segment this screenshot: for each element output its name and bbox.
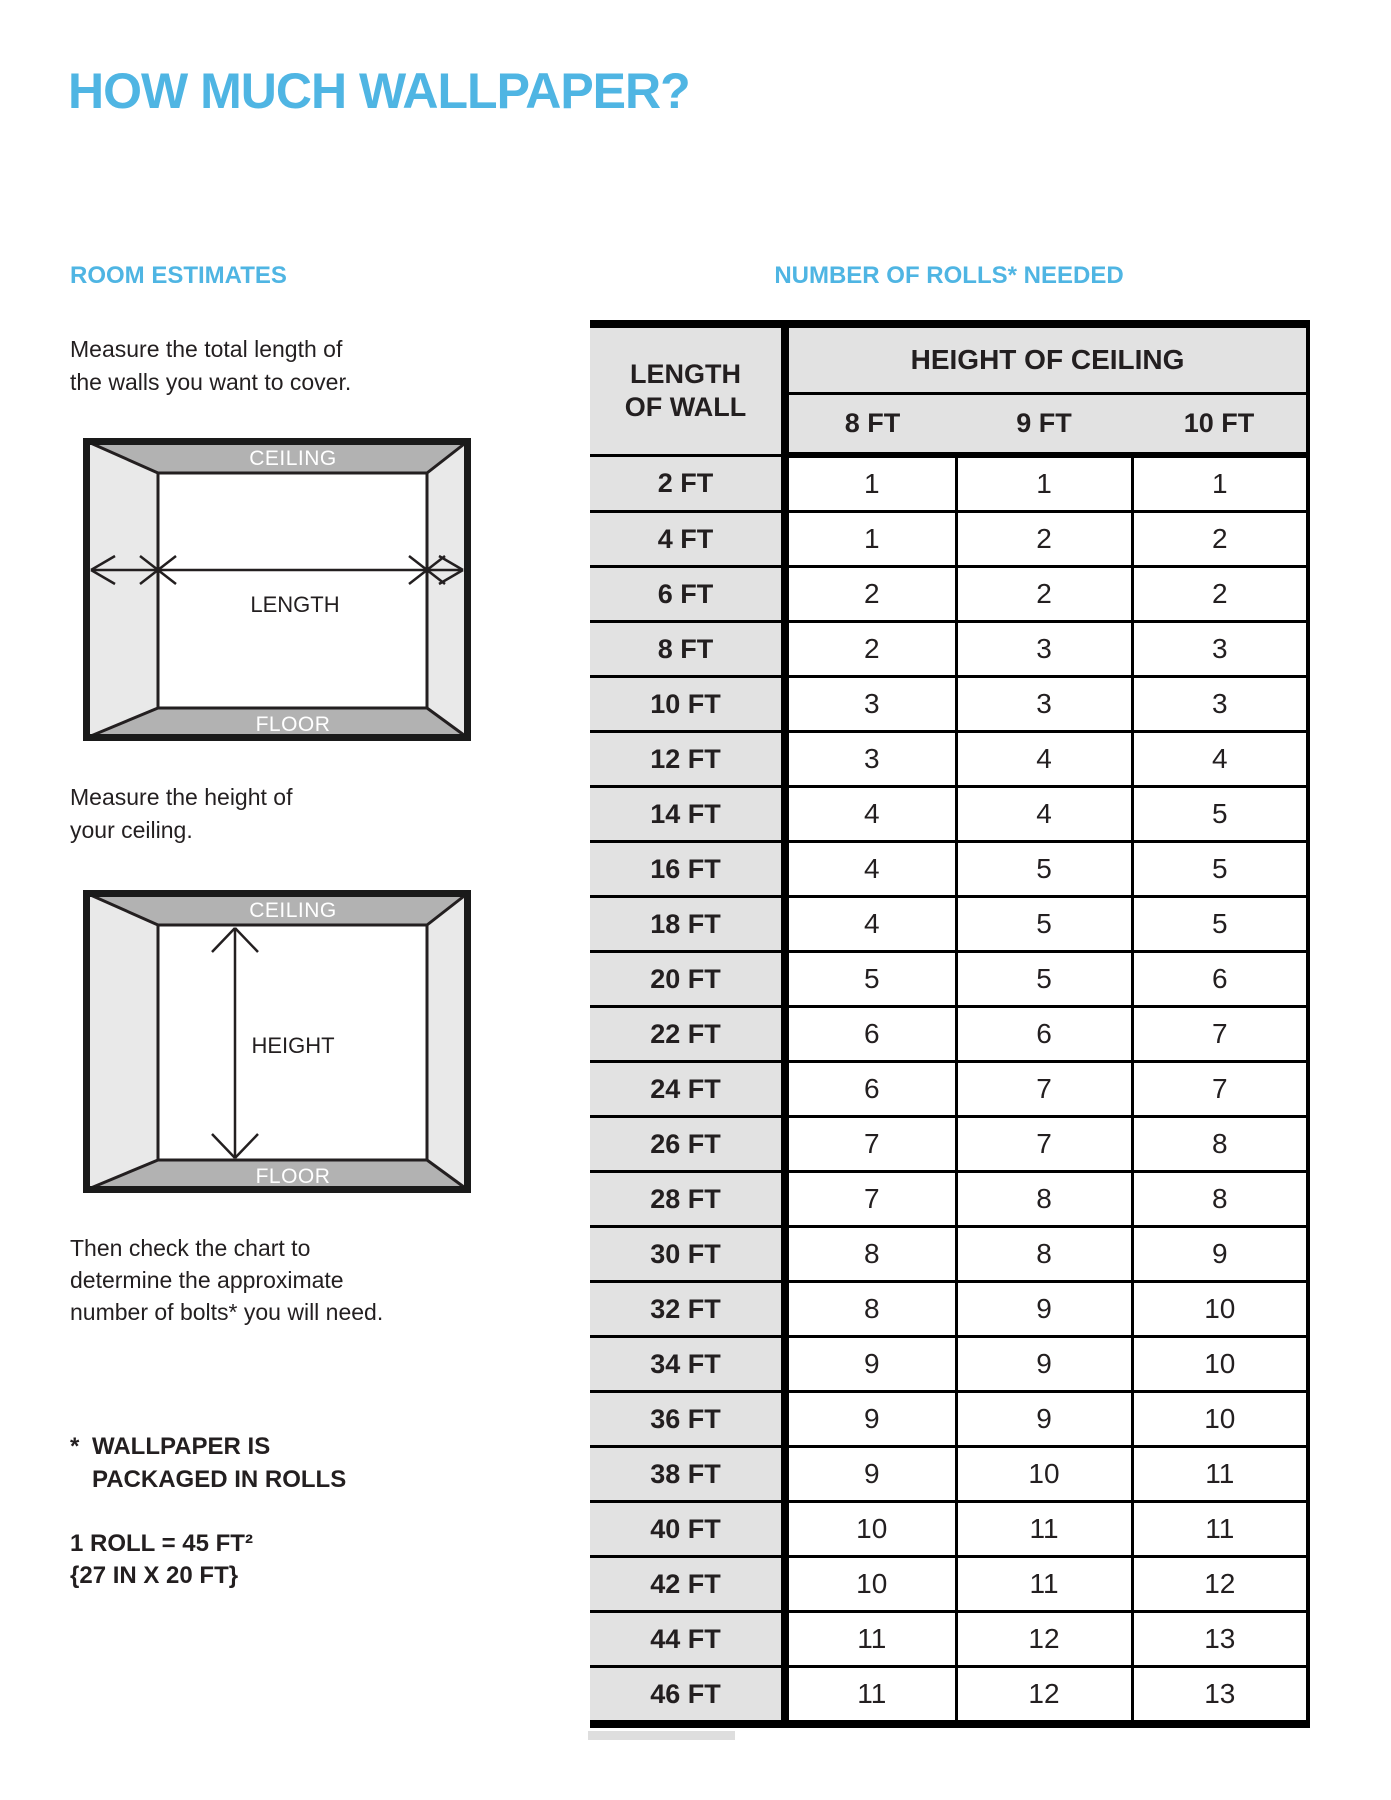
table-row	[590, 952, 1308, 1007]
table-row	[590, 842, 1308, 897]
roll-count-cell: 10	[785, 1557, 956, 1612]
roll-count-cell: 12	[956, 1612, 1132, 1667]
roll-count-cell: 12	[1132, 1557, 1308, 1612]
roll-count-cell: 9	[956, 1337, 1132, 1392]
roll-count-cell: 7	[785, 1117, 956, 1172]
roll-count-cell: 11	[956, 1502, 1132, 1557]
wall-length-cell: 40 FT	[590, 1502, 785, 1557]
wall-length-cell: 34 FT	[590, 1337, 785, 1392]
paragraph-line: your ceiling.	[70, 817, 193, 843]
table-row	[590, 897, 1308, 952]
roll-count-cell: 10	[1132, 1337, 1308, 1392]
table-row	[590, 787, 1308, 842]
roll-count-cell: 10	[1132, 1282, 1308, 1337]
roll-count-cell: 6	[785, 1007, 956, 1062]
roll-count-cell: 1	[956, 455, 1132, 512]
roll-count-cell: 5	[785, 952, 956, 1007]
roll-count-cell: 9	[956, 1282, 1132, 1337]
wall-length-cell: 18 FT	[590, 897, 785, 952]
wall-length-cell: 42 FT	[590, 1557, 785, 1612]
roll-count-cell: 1	[785, 512, 956, 567]
back-wall	[158, 473, 427, 708]
roll-count-cell: 11	[1132, 1502, 1308, 1557]
paragraph-line: the walls you want to cover.	[70, 369, 352, 395]
table-row	[590, 1612, 1308, 1667]
roll-count-cell: 7	[1132, 1062, 1308, 1117]
roll-count-cell: 7	[956, 1062, 1132, 1117]
table-row	[590, 455, 1308, 512]
wall-length-cell: 32 FT	[590, 1282, 785, 1337]
table-row	[590, 732, 1308, 787]
roll-count-cell: 3	[956, 622, 1132, 677]
table-shadow	[588, 1731, 735, 1740]
roll-count-cell: 13	[1132, 1667, 1308, 1725]
roll-count-cell: 13	[1132, 1612, 1308, 1667]
roll-count-cell: 5	[956, 897, 1132, 952]
column-header-8ft: 8 FT	[785, 394, 956, 456]
asterisk: *	[70, 1433, 80, 1460]
table-row	[590, 1337, 1308, 1392]
left-wall	[83, 438, 158, 741]
length-label: LENGTH	[250, 592, 340, 617]
rolls-table	[590, 320, 1310, 1728]
wall-length-cell: 28 FT	[590, 1172, 785, 1227]
wall-length-cell: 8 FT	[590, 622, 785, 677]
roll-count-cell: 11	[785, 1667, 956, 1725]
roll-count-cell: 3	[785, 677, 956, 732]
height-of-ceiling-header: HEIGHT OF CEILING	[785, 324, 1308, 394]
roll-count-cell: 7	[956, 1117, 1132, 1172]
roll-count-cell: 5	[956, 842, 1132, 897]
roll-count-cell: 2	[785, 567, 956, 622]
roll-count-cell: 9	[785, 1337, 956, 1392]
wall-length-cell: 22 FT	[590, 1007, 785, 1062]
ceiling-label: CEILING	[249, 899, 337, 922]
roll-count-cell: 6	[1132, 952, 1308, 1007]
wall-length-cell: 14 FT	[590, 787, 785, 842]
roll-count-cell: 8	[1132, 1117, 1308, 1172]
header-line: OF WALL	[624, 391, 747, 422]
table-row	[590, 1667, 1308, 1725]
paragraph-line: Measure the height of	[70, 784, 293, 810]
roll-count-cell: 3	[1132, 677, 1308, 732]
page-title: HOW MUCH WALLPAPER?	[68, 63, 690, 119]
paragraph-line: determine the approximate	[70, 1267, 344, 1293]
table-row	[590, 1557, 1308, 1612]
roll-count-cell: 2	[956, 512, 1132, 567]
roll-count-cell: 8	[956, 1172, 1132, 1227]
wall-length-cell: 10 FT	[590, 677, 785, 732]
roll-count-cell: 12	[956, 1667, 1132, 1725]
roll-count-cell: 4	[785, 787, 956, 842]
roll-count-cell: 4	[956, 787, 1132, 842]
table-row	[590, 567, 1308, 622]
table-row	[590, 1282, 1308, 1337]
roll-count-cell: 9	[785, 1392, 956, 1447]
measure-length-paragraph	[70, 333, 351, 399]
check-chart-paragraph	[70, 1232, 383, 1328]
rolls-table-body	[590, 455, 1308, 1724]
wall-length-cell: 2 FT	[590, 455, 785, 512]
roll-count-cell: 5	[1132, 787, 1308, 842]
roll-count-cell: 3	[956, 677, 1132, 732]
roll-count-cell: 9	[956, 1392, 1132, 1447]
roll-size-line: 1 ROLL = 45 FT²	[70, 1530, 253, 1557]
table-row	[590, 1062, 1308, 1117]
wall-length-cell: 36 FT	[590, 1392, 785, 1447]
table-row	[590, 677, 1308, 732]
ceiling-label: CEILING	[249, 447, 337, 470]
roll-count-cell: 10	[1132, 1392, 1308, 1447]
wall-length-cell: 4 FT	[590, 512, 785, 567]
room-estimates-heading: ROOM ESTIMATES	[70, 262, 287, 289]
roll-size-info	[70, 1528, 253, 1592]
roll-count-cell: 11	[785, 1612, 956, 1667]
table-row	[590, 622, 1308, 677]
roll-count-cell: 6	[956, 1007, 1132, 1062]
roll-count-cell: 6	[785, 1062, 956, 1117]
table-row	[590, 512, 1308, 567]
wall-length-cell: 46 FT	[590, 1667, 785, 1725]
roll-count-cell: 9	[785, 1447, 956, 1502]
roll-count-cell: 3	[1132, 622, 1308, 677]
paragraph-line: number of bolts* you will need.	[70, 1299, 384, 1325]
height-label: HEIGHT	[251, 1033, 335, 1058]
roll-count-cell: 8	[785, 1282, 956, 1337]
header-line: LENGTH	[630, 358, 741, 389]
floor-label: FLOOR	[255, 1165, 331, 1188]
wall-length-cell: 30 FT	[590, 1227, 785, 1282]
roll-count-cell: 7	[785, 1172, 956, 1227]
footnote-line: PACKAGED IN ROLLS	[92, 1466, 347, 1493]
table-row	[590, 1392, 1308, 1447]
paragraph-line: Measure the total length of	[70, 336, 343, 362]
wall-length-cell: 38 FT	[590, 1447, 785, 1502]
paragraph-line: Then check the chart to	[70, 1235, 311, 1261]
table-row	[590, 1227, 1308, 1282]
roll-count-cell: 10	[956, 1447, 1132, 1502]
roll-count-cell: 11	[956, 1557, 1132, 1612]
roll-count-cell: 8	[1132, 1172, 1308, 1227]
roll-count-cell: 4	[956, 732, 1132, 787]
wall-length-cell: 24 FT	[590, 1062, 785, 1117]
footnote-line: WALLPAPER IS	[92, 1433, 271, 1460]
roll-count-cell: 9	[1132, 1227, 1308, 1282]
table-row	[590, 1447, 1308, 1502]
column-header-9ft: 9 FT	[956, 394, 1132, 456]
roll-count-cell: 5	[1132, 897, 1308, 952]
wall-length-cell: 20 FT	[590, 952, 785, 1007]
rolls-needed-heading: NUMBER OF ROLLS* NEEDED	[774, 262, 1124, 289]
roll-count-cell: 2	[1132, 512, 1308, 567]
roll-count-cell: 10	[785, 1502, 956, 1557]
table-row	[590, 1172, 1308, 1227]
table-row	[590, 1502, 1308, 1557]
roll-count-cell: 8	[956, 1227, 1132, 1282]
roll-size-line: {27 IN X 20 FT}	[70, 1562, 239, 1589]
roll-count-cell: 5	[956, 952, 1132, 1007]
roll-count-cell: 5	[1132, 842, 1308, 897]
roll-count-cell: 3	[785, 732, 956, 787]
left-wall	[83, 890, 158, 1193]
roll-count-cell: 2	[1132, 567, 1308, 622]
room-length-diagram	[83, 438, 471, 741]
roll-count-cell: 1	[1132, 455, 1308, 512]
length-of-wall-header	[590, 324, 785, 455]
column-header-10ft: 10 FT	[1132, 394, 1308, 456]
wall-length-cell: 26 FT	[590, 1117, 785, 1172]
measure-height-paragraph	[70, 781, 292, 847]
roll-count-cell: 4	[785, 897, 956, 952]
roll-count-cell: 1	[785, 455, 956, 512]
roll-count-cell: 4	[1132, 732, 1308, 787]
table-row	[590, 1117, 1308, 1172]
wall-length-cell: 12 FT	[590, 732, 785, 787]
wall-length-cell: 16 FT	[590, 842, 785, 897]
floor-label: FLOOR	[255, 713, 331, 736]
room-height-diagram	[83, 890, 471, 1193]
wall-length-cell: 6 FT	[590, 567, 785, 622]
wall-length-cell: 44 FT	[590, 1612, 785, 1667]
roll-count-cell: 8	[785, 1227, 956, 1282]
roll-count-cell: 2	[785, 622, 956, 677]
roll-count-cell: 7	[1132, 1007, 1308, 1062]
roll-count-cell: 2	[956, 567, 1132, 622]
roll-count-cell: 11	[1132, 1447, 1308, 1502]
roll-count-cell: 4	[785, 842, 956, 897]
table-row	[590, 1007, 1308, 1062]
